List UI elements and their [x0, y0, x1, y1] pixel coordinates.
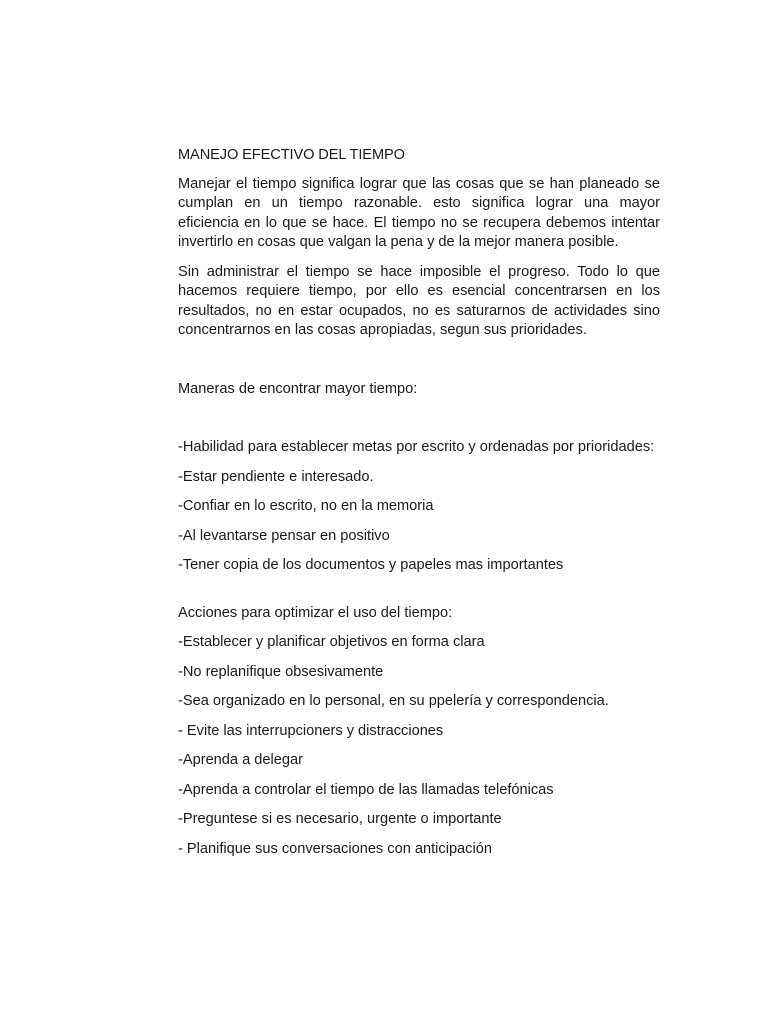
spacer: [178, 586, 660, 604]
list-item: -Aprenda a controlar el tiempo de las llamadas telefónicas: [178, 781, 554, 798]
progress-paragraph: Sin administrar el tiempo se hace imposible el progreso. Todo lo que hacemos requiere tiempo, por ello es esencial concentrarsen en los resultados, no en estar ocupados, no es saturarnos de actividades sino concentrarnos en las cosas apropiadas, segun sus prioridades.: [178, 263, 660, 338]
list-item: -No replanifique obsesivamente: [178, 663, 384, 680]
list-item: - Evite las interrupcioners y distracciones: [178, 722, 444, 739]
list-item: -Preguntese si es necesario, urgente o importante: [178, 811, 502, 827]
list-item: -Habilidad para establecer metas por escrito y ordenadas por prioridades:: [178, 439, 655, 455]
list-item: -Sea organizado en lo personal, en su ppelería y correspondencia.: [178, 693, 609, 709]
spacer: [178, 399, 660, 438]
intro-paragraph: Manejar el tiempo significa lograr que las cosas que se han planeado se cumplan en un tiempo razonable. esto significa lograr una mayor eficiencia en lo que se hace. El tiempo no se recupera debemos intentar invertirlo en cosas que valgan la pena y de la mejor manera posible.: [178, 175, 660, 250]
list-item: -Confiar en lo escrito, no en la memoria: [178, 498, 434, 514]
section-heading-more-time: Maneras de encontrar mayor tiempo:: [178, 380, 418, 397]
list-optimize: [178, 633, 660, 859]
list-item: - Planifique sus conversaciones con anticipación: [178, 840, 492, 857]
document-page: [178, 146, 660, 869]
document-title: MANEJO EFECTIVO DEL TIEMPO: [178, 147, 405, 163]
section-heading-optimize: Acciones para optimizar el uso del tiempo:: [178, 604, 453, 621]
list-item: -Aprenda a delegar: [178, 752, 303, 768]
list-item: -Tener copia de los documentos y papeles mas importantes: [178, 557, 564, 573]
list-more-time: [178, 438, 660, 576]
spacer: [178, 351, 660, 380]
list-item: -Estar pendiente e interesado.: [178, 468, 374, 485]
list-item: -Establecer y planificar objetivos en forma clara: [178, 634, 485, 650]
list-item: -Al levantarse pensar en positivo: [178, 527, 390, 544]
